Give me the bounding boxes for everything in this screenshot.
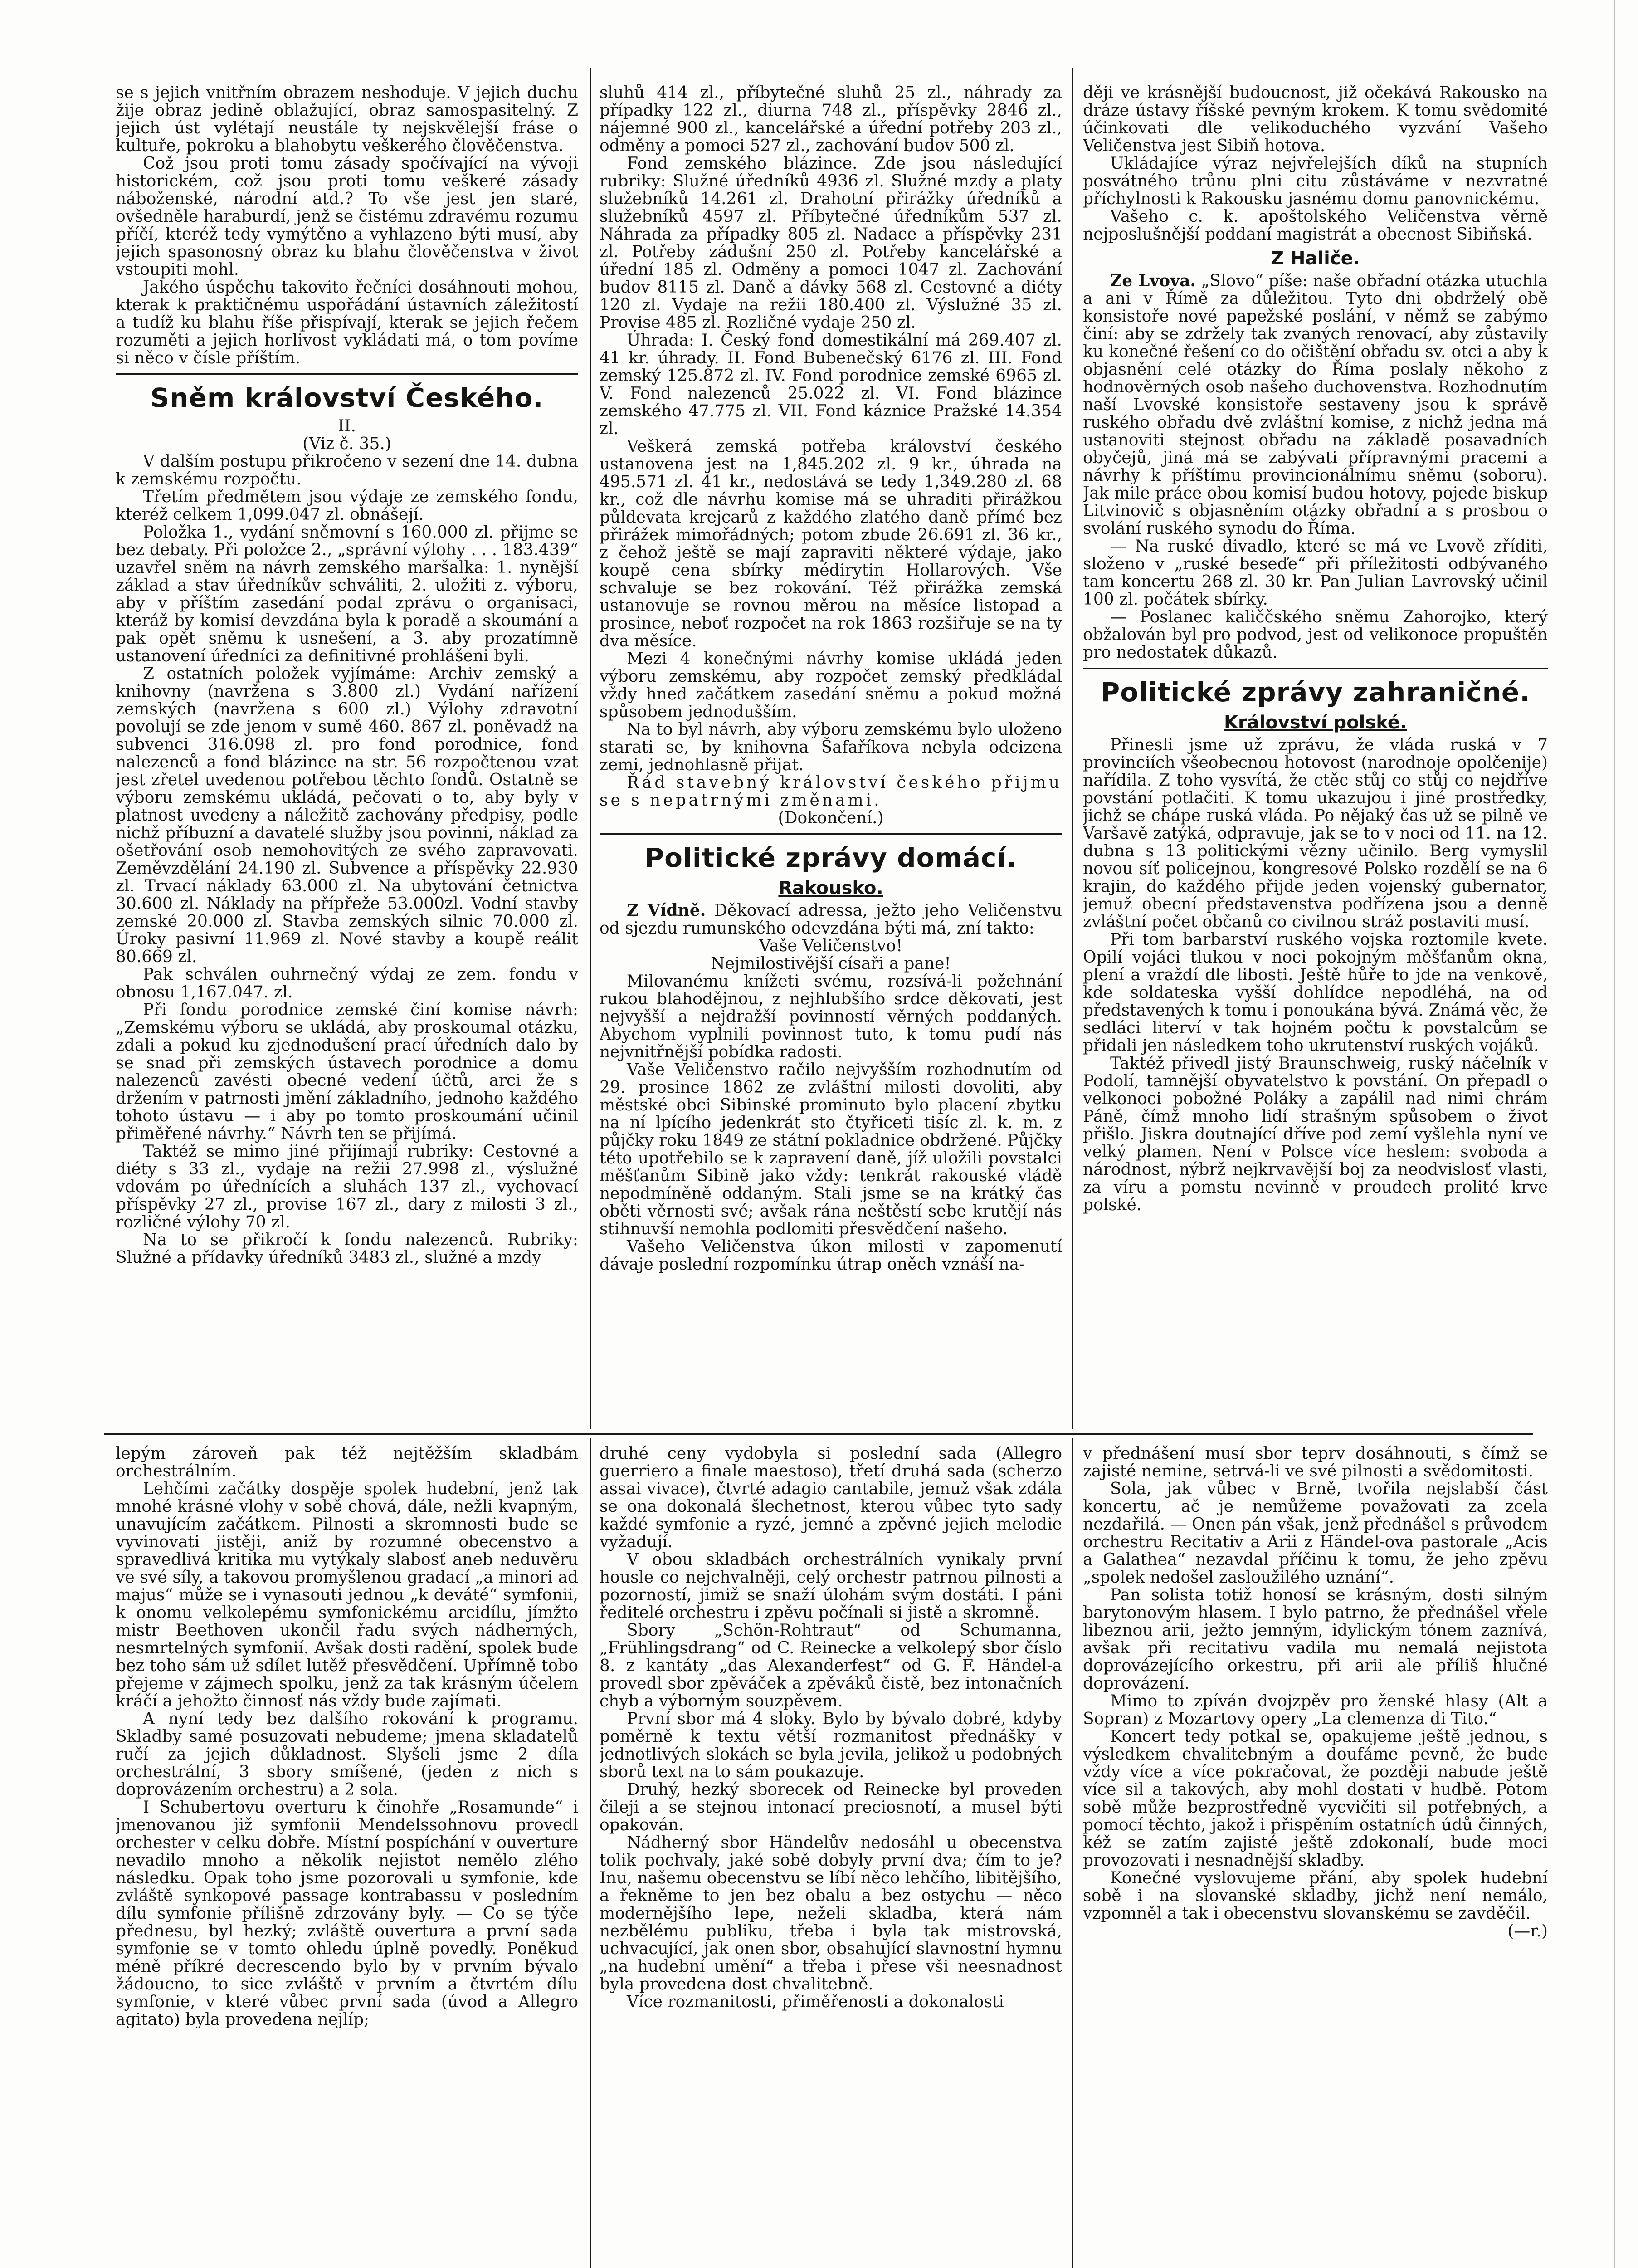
feuilleton-paragraph: Druhý, hezký sborecek od Reinecke byl proveden čileji a se stejnou intonací preciosnotí, a musel býti opakován. xyxy=(600,1780,1062,1834)
article-paragraph: Taktéž přivedl jistý Braunschweig, ruský náčelník v Podolí, tamnější obyvatelstvo k povstání. On přepadl o velkonoci pobožné Poláky a zapálil nad nimi chrám Páně, čímž mnoho lidí strašným spůsobem o život přišlo. Jiskra doutnající dříve pod zemí vyšlehla nyní ve velký plamen. Není v Polsce více heslem: svoboda a národnost, nýbrž nejkrvavější boj za neodvislosť vlasti, za víru a pomstu nevinně v proudech prolité krve polské. xyxy=(1083,1054,1548,1214)
subsection-title-poland: Království polské. xyxy=(1224,712,1407,733)
article-paragraph: Pak schválen ouhrnečný výdaj ze zem. fondu v obnosu 1,167.047. zl. xyxy=(116,965,578,1002)
author-signature: (—r.) xyxy=(1507,1922,1548,1941)
column-rule-4 xyxy=(1072,1438,1073,2268)
intro-paragraph: se s jejich vnitřním obrazem neshoduje. V jejich duchu žije obraz jedině oblažující, obraz samospasitelný. Z jejich úst vylétají neustále ty nejskvělejší fráse o kultuře, pokroku a blahobytu veškerého člověčenstva. xyxy=(116,84,578,155)
column-rule-3 xyxy=(590,1438,591,2268)
article-paragraph: Fond zemského blázince. Zde jsou následující rubriky: Služné úředníků 4936 zl. Služné mzdy a platy služebníků 14.261 zl. Drahotní přirážky úředníků a služebníků 4597 zl. Příbytečné úředníkům 537 zl. Náhrada za případky 805 zl. Nadace a příspěvky 231 zl. Potřeby zádušní 250 zl. Potřeby kancelářské a úřední 185 zl. Odměny a pomoci 1047 zl. Zachování budov 8115 zl. Daně a dávky 568 zl. Cestovné a diéty 120 zl. Vydaje na režii 180.400 zl. Výslužné 35 zl. Provise 485 zl. Rozličné vydaje 250 zl. xyxy=(600,154,1062,332)
article-paragraph: Řád stavebný království českého přijmu se s nepatrnými změnami. xyxy=(600,773,1062,810)
feuilleton-paragraph: Nádherný sbor Händelův nedosáhl u obecenstva tolik pochvaly, jaké sobě dobyly první dva; čím to je? Inu, našemu obecenstvu se líbí něco lehčího, libitějšího, a řekněme to jen bez obalu a bez ostychu — něco modernějšího lepe, neželi skladba, která nám nezbělému publiku, třeba i byla tak mistrovská, uchvacující, jak onen sbor, obsahující slavnostní hymnu „na hudební umění“ a třeba i přese vši neesnadnost byla provedena dost chvalitebně. xyxy=(600,1833,1062,1994)
section-rule xyxy=(600,833,1062,835)
column-rule-1 xyxy=(590,68,591,1429)
section-title-domestic: Politické zprávy domácí. xyxy=(644,842,1017,873)
page-edge-line xyxy=(1614,0,1615,2268)
salutation: Nejmilostivější císaři a pane! xyxy=(711,954,951,973)
article-text: Děkovací adressa, ježto jeho Veličenstvu od sjezdu rumunského odevzdána býti má, zní takto: xyxy=(600,901,1062,938)
feuilleton-paragraph: Lehčími začátky dospěje spolek hudební, jenž tak mnohé krásné vlohy v sobě chová, dále, nežli kvapným, unavujícím začátkem. Pilnosti a skromnosti bude se vyvinovati jistěji, aniž by rozumné obecenstvo a spravedlivá kritika mu vytýkaly slabosť aneb neduvěru ve své síly, a takovou promyšlenou gradací „a minori ad majus“ může se i vynasouti jednou „k deváté“ symfonii, k onomu velkolepému symfonickému arcidílu, jímžto mistr Beethoven ukončil řadu svých nádherných, nesmrtelných symfonií. Avšak dosti radění, spolek bude bez toho sám už sdílet lutěž přesvědčení. Upřímně tobo přejeme v zájmech spolku, jenž za tak krásným účelem kráčí a jehožto činnosť nás vždy bude zajímati. xyxy=(116,1480,578,1711)
article-text: „Slovo“ píše: naše obřadní otázka utuchla a ani v Římě za důležitou. Tyto dni obdrželý obě konsistoře nové papežské poslání, v němž se zabýmo činí: aby se zdržely tak zvaných renovací, aby zůstavily ku konečné řešení co do očištění obřadu sv. otci a aby k objasnění celé otázky do Říma poslaly někoho z hodnověrných osob našeho duchovenstva. Rozhodnutím naší Lvovské konsistoře sestaveny jsou k správě ruského obřadu dvě zvláštní komise, z nichž jedna má ustanoviti stejnost obřadu na základě posavadních obyčejů, jiná má se zabývati přípravnými pracemi a návrhy k příštímu provincionálnímu sněmu (soboru). Jak mile práce obou komisí budou hotovy, pojede biskup Litvinovič s objasněním otázky obřadní a s prosbou o svolání ruského synodu do Říma. xyxy=(1083,272,1548,538)
upper-column-2 xyxy=(600,84,1062,1433)
article-paragraph: Třetím předmětem jsou výdaje ze zemského fondu, kteréž celkem 1,099.047 zl. obnášejí. xyxy=(116,488,578,524)
article-paragraph: Veškerá zemská potřeba království českého ustanovena jest na 1,845.202 zl. 9 kr., úhrada na 495.571 zl. 41 kr., nedostává se tedy 1,349.280 zl. 68 kr., což dle návrhu komise má se uhraditi přirážkou půldevata krejcarů z každého zlatého daně přímé bez přirážek mimořádných; potom zbude 26.691 zl. 36 kr., z čehož ještě se mají zapraviti některé výdaje, jako koupě cena sbírky médirytin Hollarových. Vše schvaluje se bez rokování. Též přirážka zemská ustanovuje se rovnou měrou na měsíce listopad a prosince, neboť rozpočet na rok 1863 rozšiřuje se na ty dva měsíce. xyxy=(600,437,1062,650)
article-paragraph: Z ostatních položek vyjímáme: Archiv zemský a knihovny (navržena s 3.800 zl.) Vydání nařízení zemských (navržena s 600 zl.) Výlohy zdravotní povolují se zde jenom v sumě 460. 867 zl. poněvadž na subvenci 316.098 zl. pro fond porodnice, fond nalezenců a fond blázince na str. 56 rozpočtenou vzat jest zřetel uvedenou potřebou těchto fondů. Ostatně se výboru zemskému ukládá, pečovati o to, aby byly v platnost uvedeny a náležitě zachovány předpisy, podle nichž příbuzní a davatelé služby jsou povinni, náklad za ošetřování osob nemohovitých ze svého zapravovati. Zeměvzdělání 24.190 zl. Subvence a příspěvky 22.930 zl. Trvací náklady 63.000 zl. Na ubytování četnictva 30.600 zl. Náklady na přípřeže 53.000zl. Vodní stavby zemské 20.000 zl. Stavba zemských silnic 70.000 zl. Úroky pasivní 11.969 zl. Nové stavby a koupě reálit 80.669 zl. xyxy=(116,665,578,966)
dateline-lviv: Ze Lvova. xyxy=(1110,271,1196,290)
feuilleton-paragraph: Konečné vyslovujeme přání, aby spolek hudební sobě i na slovanské skladby, jichž není nemálo, vzpomněl a tak i obecenstvu slovanskému se zavděčil. xyxy=(1083,1869,1548,1923)
feuilleton-paragraph: V obou skladbách orchestrálních vynikaly první housle co nejchvalněji, celý orchestr patrnou pilnosti a pozorností, jimiž se snaží úlohám svým dostáti. I páni ředitelé orchestru i zpěvu počínali si jistě a skromně. xyxy=(600,1550,1062,1622)
article-paragraph: Na to se přikročí k fondu nalezenců. Rubriky: Služné a přídavky úředníků 3483 zl., služné a mzdy xyxy=(116,1231,578,1267)
article-paragraph: Vaše Veličenstvo račilo nejvyšším rozhodnutím od 29. prosince 1862 ze zvláštní milosti dovoliti, aby městské obci Sibinské prominuto bylo placení zbytku na ní lpícího jedenkrát sto čtyřiceti tisíc zl. k. m. z půjčky roku 1849 ze státní pokladnice obdržené. Půjčky této upotřebilo se k zapravení daně, jíž uložili povstalci měšťanům Sibině jako vždy: tenkrát rakouské vládě nepodmíněně oddaným. Stali jsme se na krátký čas oběti věrnosti své; avšak rána neštěstí sebe krutějí nás stihnuvší nemohla podlomiti přesvědčení našeho. xyxy=(600,1061,1062,1238)
article-paragraph: V dalším postupu přikročeno v sezení dne 14. dubna k zemskému rozpočtu. xyxy=(116,452,578,489)
article-paragraph: Přinesli jsme už zprávu, že vláda ruská v 7 provinciích všeobecnou hotovost (narodnoje opolčenije) nařídila. Z toho vysvítá, že ctěc stůj co stůj co nejdříve povstání potlačiti. K tomu ukazujou i jiné prostředky, jichž se chápe ruská vláda. Po nějaký čas už se pilně ve Varšavě zatýká, odpravuje, jak se to v noci od 11. na 12. dubna s 13 politickými vězny učinilo. Berg vymyslil novou síť policejnou, kongresové Polsko rozdělí se na 6 krajin, do každého přijde jeden vojenský gubernator, jemuž obecní představenstva podřízena jsou a denně zvláštní počet občanů co civilnou stráž postaviti musí. xyxy=(1083,736,1548,931)
feuilleton-paragraph: druhé ceny vydobyla si poslední sada (Allegro guerriero a finale maestoso), třetí druhá sada (scherzo assai vivace), čtvrté adagio cantabile, jemuž však zdála se ona dokonalá šlechetnost, kterou vůbec tyto sady každé symfonie a ryzé, jemné a zpěvné jejich melodie vyžadují. xyxy=(600,1445,1062,1551)
lower-column-3 xyxy=(1083,1445,1548,2268)
feuilleton-paragraph: Koncert tedy potkal se, opakujeme ještě jednou, s výsledkem chvalitebným a doufáme pevně, že bude vždy více a více pokračovat, že později nabude ještě více sil a takových, aby mohl dostati v hudbě. Potom sobě může bezprostředně vycvičiti sil potřebných, a pomocí těchto, jakož i přispěním ostatních údů činných, kéž se zatím zajisté ještě zdokonalí, bude moci provozovati i nesnadnější skladby. xyxy=(1083,1727,1548,1870)
feuilleton-paragraph: v přednášení musí sbor teprv dosáhnouti, s čímž se zajisté nemine, setrvá-li ve své pilnosti a svědomitosti. xyxy=(1083,1445,1548,1481)
article-paragraph: Mezi 4 konečnými návrhy komise ukládá jeden výboru zemskému, aby rozpočet zemský předkládal vždy hned začátkem zasedání sněmu a pokud možná spůsobem jednodušším. xyxy=(600,650,1062,721)
section-rule xyxy=(1083,668,1548,669)
feuilleton-paragraph: První sbor má 4 sloky. Bylo by bývalo dobré, kdyby poměrně k textu větší rozmanitost přednášky v jednotlivých slokách se byla jevila, jelikož u podobných sborů text na to sám poukazuje. xyxy=(600,1710,1062,1781)
article-paragraph: — Na ruské divadlo, které se má ve Lvově zříditi, složeno v „ruské beseďe“ při příležitosti odbývaného tam koncertu 268 zl. 30 kr. Pan Julian Lavrovský učinil 100 zl. počátek sbírky. xyxy=(1083,537,1548,609)
section-numeral: II. xyxy=(338,417,356,435)
article-paragraph: — Poslanec kaliččského sněmu Zahorojko, který obžalován byl pro podvod, jest od velikonoce propuštěn pro nedostatek důkazů. xyxy=(1083,608,1548,662)
feuilleton-paragraph: I Schubertovu overturu k činohře „Rosamunde“ i jmenovanou již symfonii Mendelssohnovu provedl orchester v celku dobře. Místní pospíchání v ouverture nevadilo mnoho a několik nejistot nemělo zlého následku. Opak toho jsme pozorovali u symfonie, kde zvláště synkopové passage kontrabassu v posledním dílu symfonie přílišně zdrzovány byly. — Co se týče přednesu, byl hezký; zvláště ouvertura a první sada symfonie se v tomto ohledu úplně povedly. Poněkud méně příkré decrescendo bylo by v prvním bývalo žádoucno, to sice zvláště v prvním a čtvrtém dílu symfonie, v které vůbec první sada (úvod a Allegro agitato) byla provedena nejlíp; xyxy=(116,1798,578,2029)
feuilleton-paragraph: lepým zároveň pak též nejtěžším skladbám orchestrálním. xyxy=(116,1445,578,1481)
feuilleton-paragraph: Sola, jak vůbec v Brně, tvořila nejslabší část koncertu, ač je nemůžeme považovati za zcela nezdařilá. — Onen pán však, jenž přednášel s průvodem orchestru Recitativ a Arii z Händel-ova pastorale „Acis a Galathea“ nezavdal příčinu k tomu, že jeho zpěvu „spolek nedošel zasloužilého uznání“. xyxy=(1083,1480,1548,1587)
lower-column-2 xyxy=(600,1445,1062,2268)
article-paragraph: Taktéž se mimo jiné přijímají rubriky: Cestovné a diéty s 33 zl., vydaje na režii 27.998 zl., výslužné vdovám po úřednících a sluhách 137 zl., vychovací příspěvky 27 zl., provise 167 zl., dary z milosti 3 zl., rozličné výlohy 70 zl. xyxy=(116,1142,578,1232)
article-paragraph: Úhrada: I. Český fond domestikální má 269.407 zl. 41 kr. úhrady. II. Fond Bubenečský 6176 zl. III. Fond zemský 125.872 zl. IV. Fond porodnice zemské 6965 zl. V. Fond nalezenců 25.022 zl. VI. Fond blázince zemského 47.775 zl. VII. Fond káznice Pražské 14.354 zl. xyxy=(600,331,1062,438)
article-paragraph: Vašeho c. k. apoštolského Veličenstva věrně nejposlušnější poddaní magistrát a obecnost Sibiňská. xyxy=(1083,207,1548,244)
intro-paragraph: Jakého úspěchu takovito řečníci dosáhnouti mohou, kterak k praktičnému uspořádání ústavních záležitostí a tudíž ku blahu říše přispívají, kterak se jejich řečem rozuměti a jejich horlivost vykládati má, o tom povíme si něco v čísle příštím. xyxy=(116,278,578,367)
article-paragraph: Na to byl návrh, aby výboru zemskému bylo uloženo starati se, by knihovna Šafaříkova nebyla odcizena zemi, jednohlasně přijat. xyxy=(600,720,1062,774)
section-title-foreign: Politické zprávy zahraničné. xyxy=(1100,677,1531,708)
feuilleton-paragraph: Více rozmanitosti, přiměřenosti a dokonalosti xyxy=(627,1993,1004,2011)
article-paragraph: Položka 1., vydání sněmovní s 160.000 zl. přijme se bez debaty. Při položce 2., „správní výlohy . . . 183.439“ uzavřel sněm na návrh zemského maršalka: 1. nynější základ a stav úředníkův schváliti, 2. uložiti z. výboru, aby v příštím zasedání podal zprávu o organisaci, kteráž by komisí devzdána byla k poradě a skoumání a pak opět sněmu k usnešení, a 3. aby prozatímně ustanovení úředníci za definitivné prohlášeni byli. xyxy=(116,523,578,665)
article-paragraph: Při fondu porodnice zemské činí komise návrh: „Zemskému výboru se ukládá, aby proskoumal otázku, zdali a pokud ku zjednodušení prací úředních dalo by se snad při zemských ústavech porodnice a domu nalezenců zavésti obecné vedení účtů, arci že s držením v patrnosti jmění základního, jednoho každého tohoto ústavu — i aby po tomto proskoumání učinil přiměřené návrhy.“ Návrh ten se přijímá. xyxy=(116,1001,578,1143)
lower-column-1 xyxy=(116,1445,578,2268)
feuilleton-paragraph: Pan solista totiž honosí se krásným, dosti silným barytonovým hlasem. I bylo patrno, že přednášel vřele libeznou arii, ježto jemným, idylickým tónem zaznívá, avšak při recitativu vadila mu nemalá nejistota doprovázejícího orkestru, při arii ale příliš hlučné doprovázení. xyxy=(1083,1586,1548,1693)
continued-note: (Dokončení.) xyxy=(778,809,884,827)
article-paragraph: Milovanému knížeti svému, rozsívá-li požehnání rukou blahodějnou, z nejhlubšího srdce děkovati, jest nejvyšší a nejdražší povinností věrných poddaných. Abychom vyplnili povinnost tuto, k tomu pudí nás nejvnitřnější pobídka radosti. xyxy=(600,972,1062,1061)
section-reference: (Viz č. 35.) xyxy=(302,435,391,453)
article-paragraph: ději ve krásnější budoucnost, již očekává Rakousko na dráze ústavy říšské pevným krokem. K tomu svědomité účinkovati dle velikoduchého vyzvání Vašeho Veličenstva jest Sibiň hotova. xyxy=(1083,84,1548,155)
feuilleton-paragraph: Mimo to zpíván dvojzpěv pro ženské hlasy (Alt a Sopran) z Mozartovy opery „La clemenza di Tito.“ xyxy=(1083,1692,1548,1728)
feuilleton-paragraph: Sbory „Schön-Rohtraut“ od Schumanna, „Frühlingsdrang“ od C. Reinecke a velkolepý sbor číslo 8. z kantáty „das Alexanderfest“ od G. F. Händel-a provedl sbor zpěváček a zpěváků čistě, bez intonačních chyb a výborným souzpěvem. xyxy=(600,1621,1062,1711)
section-title-snem: Sněm království Českého. xyxy=(150,382,544,413)
salutation: Vaše Veličenstvo! xyxy=(759,937,903,955)
subsection-title-galicia: Z Haliče. xyxy=(1271,248,1360,269)
section-rule xyxy=(116,373,578,375)
section-divider xyxy=(104,1433,1533,1435)
dateline-vienna: Z Vídně. xyxy=(627,901,706,920)
article-paragraph: Vašeho Veličenstva úkon milosti v zapomenutí dávaje poslední rozpomínku útrap oněch vznáší na- xyxy=(600,1237,1062,1274)
article-paragraph: sluhů 414 zl., příbytečné sluhů 25 zl., náhrady za případky 122 zl., diurna 748 zl., příspěvky 2846 zl., nájemné 900 zl., kancelářské a úřední potřeby 203 zl., odměny a pomoci 527 zl., zachování budov 500 zl. xyxy=(600,84,1062,155)
subsection-title-austria: Rakousko. xyxy=(778,878,883,899)
feuilleton-paragraph: A nyní tedy bez dalšího rokování k programu. Skladby samé posuzovati nebudeme; jmena skladatelů ručí za jejich důkladnost. Slyšeli jsme 2 díla orchestrální, 3 sbory smíšené, (jeden z nich s doprovázením orchestru) a 2 sola. xyxy=(116,1710,578,1799)
article-paragraph: Při tom barbarství ruského vojska roztomile kvete. Opilí vojáci tlukou v noci pokojným měšťanům okna, plení a vraždí dle libosti. Ještě hůře to jde na venkově, kde soldateska vyšší dohlídce nepodléhá, na od představených k tomu i ponoukána bývá. Známá věc, že sedláci literví v tak hojném počtu k povstalcům se přidali jen následkem toho ukrutenství ruských vojáků. xyxy=(1083,930,1548,1055)
upper-column-1 xyxy=(116,84,578,1433)
upper-column-3 xyxy=(1083,84,1548,1433)
column-rule-2 xyxy=(1072,68,1073,1429)
article-paragraph: Ukládajíce výraz nejvřelejších díků na stupních posvátného trůnu plni citu zůstáváme v nezvratné příchylnosti k Rakousku jasnému domu panovnickému. xyxy=(1083,154,1548,208)
intro-paragraph: Což jsou proti tomu zásady spočívající na vývoji historickém, což jsou proti tomu veškeré zásady náboženské, národní atd.? To vše jest jen staré, ovšedněle haraburdí, jenž se čistému zdravému rozumu příčí, kteréž tedy vymýtěno a vyhlazeno býti musí, aby jejich spasonosný obraz ku blahu člověčenstva v život vstoupiti mohl. xyxy=(116,154,578,279)
